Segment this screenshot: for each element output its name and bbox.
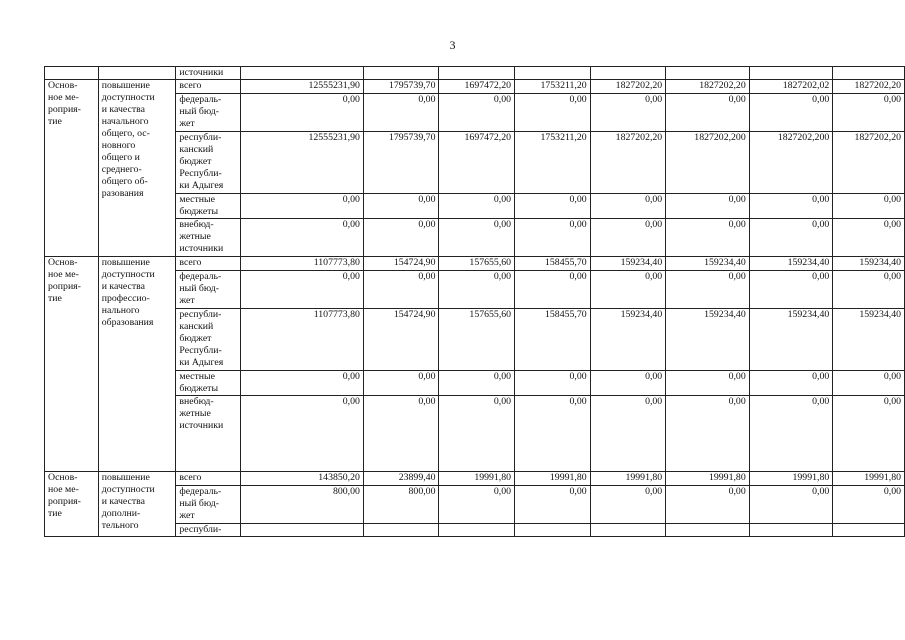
source-cell-line: всего [179,472,202,483]
source-cell-line: жет [179,118,195,129]
value-cell: 0,00 [666,94,750,132]
empty-cell [515,67,591,80]
value-cell: 159234,40 [749,309,833,371]
purpose-cell [98,257,176,472]
value-cell: 1827202,02 [749,80,833,94]
measure-cell-line: Основ- [48,80,78,91]
value-cell: 0,00 [241,194,364,219]
source-cell-line: канский [179,321,214,332]
value-cell: 158455,70 [515,257,591,271]
value-cell: 0,00 [515,371,591,396]
measure-cell-line: тие [48,508,62,519]
measure-cell-line: Основ- [48,472,78,483]
value-cell: 0,00 [363,194,439,219]
measure-cell-line: роприя- [48,496,81,507]
value-cell: 23899,40 [363,472,439,486]
value-cell: 0,00 [590,271,666,309]
source-cell-line: всего [179,80,202,91]
source-cell [176,94,241,132]
value-cell: 0,00 [363,396,439,472]
value-cell: 0,00 [439,194,515,219]
measure-cell-line: роприя- [48,104,81,115]
purpose-cell-line: общего и [101,152,140,163]
value-cell: 0,00 [590,396,666,472]
value-cell [515,524,591,537]
value-cell: 0,00 [439,94,515,132]
purpose-cell-line: начального [101,116,149,127]
value-cell: 0,00 [833,271,905,309]
value-cell: 0,00 [590,486,666,524]
empty-cell [241,67,364,80]
value-cell: 0,00 [666,219,750,257]
value-cell: 19991,80 [749,472,833,486]
value-cell: 0,00 [666,486,750,524]
source-cell [176,271,241,309]
value-cell: 1107773,80 [241,257,364,271]
purpose-cell-line: образования [101,317,154,328]
value-cell: 19991,80 [833,472,905,486]
table-row [45,67,905,80]
value-cell [241,524,364,537]
source-cell-line: ки Адыгея [179,180,224,191]
value-cell: 0,00 [241,219,364,257]
value-cell: 0,00 [241,271,364,309]
purpose-cell-line: профессио- [101,293,150,304]
value-cell: 0,00 [363,271,439,309]
source-cell-line: внебюд- [179,396,214,407]
source-cell-line: бюджеты [179,206,219,217]
value-cell: 0,00 [833,94,905,132]
source-cell [176,396,241,472]
purpose-cell-line: общего об- [101,176,148,187]
value-cell: 0,00 [666,271,750,309]
value-cell: 0,00 [241,371,364,396]
value-cell: 0,00 [749,271,833,309]
value-cell: 157655,60 [439,257,515,271]
source-cell-line: жетные [179,231,211,242]
value-cell: 0,00 [590,194,666,219]
value-cell: 0,00 [439,396,515,472]
empty-cell [45,67,99,80]
value-cell: 0,00 [833,486,905,524]
value-cell: 1795739,70 [363,132,439,194]
source-cell [176,486,241,524]
purpose-cell [98,80,176,257]
table-row [45,472,905,486]
value-cell: 0,00 [515,194,591,219]
purpose-cell-line: разования [101,188,144,199]
value-cell: 157655,60 [439,309,515,371]
value-cell: 0,00 [749,219,833,257]
value-cell: 159234,40 [666,257,750,271]
measure-cell [45,472,99,537]
value-cell: 1827202,200 [666,132,750,194]
value-cell: 19991,80 [515,472,591,486]
measure-cell [45,80,99,257]
purpose-cell-line: доступности [101,484,155,495]
purpose-cell-line: дополни- [101,508,141,519]
value-cell: 159234,40 [833,309,905,371]
value-cell: 800,00 [241,486,364,524]
value-cell: 0,00 [439,371,515,396]
value-cell: 1827202,20 [590,132,666,194]
source-cell [176,371,241,396]
value-cell: 158455,70 [515,309,591,371]
source-cell-line: Республи- [179,168,222,179]
value-cell: 0,00 [439,486,515,524]
purpose-cell-line: новного [101,140,136,151]
purpose-cell-line: тельного [101,520,139,531]
value-cell: 154724,90 [363,309,439,371]
value-cell: 0,00 [439,271,515,309]
value-cell: 1827202,20 [833,80,905,94]
source-cell [176,524,241,537]
source-cell-line: республи- [179,309,222,320]
purpose-cell [98,472,176,537]
value-cell: 0,00 [590,219,666,257]
purpose-cell-line: повышение [101,472,150,483]
value-cell: 19991,80 [666,472,750,486]
value-cell: 0,00 [833,194,905,219]
purpose-cell-line: доступности [101,92,155,103]
empty-cell [439,67,515,80]
value-cell: 0,00 [590,94,666,132]
page-number: 3 [449,38,456,52]
empty-cell [590,67,666,80]
value-cell: 0,00 [666,194,750,219]
measure-cell-line: ное ме- [48,92,79,103]
value-cell: 19991,80 [439,472,515,486]
value-cell: 1107773,80 [241,309,364,371]
value-cell: 159234,40 [749,257,833,271]
value-cell: 159234,40 [833,257,905,271]
source-cell-line: бюджеты [179,383,219,394]
budget-table [44,66,905,537]
value-cell: 0,00 [749,194,833,219]
value-cell: 1697472,20 [439,80,515,94]
source-cell-line: внебюд- [179,219,214,230]
value-cell: 0,00 [515,486,591,524]
value-cell: 0,00 [515,271,591,309]
source-cell [176,257,241,271]
value-cell: 0,00 [666,371,750,396]
empty-cell [833,67,905,80]
source-cell-line: всего [179,257,202,268]
value-cell: 0,00 [833,396,905,472]
measure-cell [45,257,99,472]
value-cell: 800,00 [363,486,439,524]
value-cell: 159234,40 [666,309,750,371]
source-cell-line: ный бюд- [179,283,219,294]
value-cell: 143850,20 [241,472,364,486]
value-cell: 1827202,20 [666,80,750,94]
purpose-cell-line: общего, ос- [101,128,150,139]
source-cell [176,194,241,219]
measure-cell-line: роприя- [48,281,81,292]
source-cell-line: жет [179,295,195,306]
value-cell: 1827202,200 [749,132,833,194]
source-cell-line: республи- [179,132,222,143]
empty-cell [749,67,833,80]
source-cell-line: Республи- [179,345,222,356]
purpose-cell-line: повышение [101,257,150,268]
value-cell: 0,00 [749,486,833,524]
value-cell [666,524,750,537]
source-cell [176,472,241,486]
source-cell [176,80,241,94]
value-cell: 159234,40 [590,309,666,371]
value-cell [439,524,515,537]
source-cell-line: федераль- [179,94,222,105]
value-cell: 0,00 [515,396,591,472]
source-cell-line: местные [179,194,215,205]
source-cell-line: бюджет [179,156,212,167]
measure-cell-line: тие [48,116,62,127]
source-cell-line: местные [179,371,215,382]
value-cell: 0,00 [749,396,833,472]
value-cell: 0,00 [749,94,833,132]
value-cell: 0,00 [363,94,439,132]
purpose-cell-line: и качества [101,496,145,507]
empty-cell [363,67,439,80]
table-row [45,80,905,94]
source-cell-line: федераль- [179,271,222,282]
value-cell: 19991,80 [590,472,666,486]
value-cell: 0,00 [666,396,750,472]
source-cell-line: канский [179,144,214,155]
source-cell-line: бюджет [179,333,212,344]
value-cell: 1753211,20 [515,132,591,194]
source-cell-line: жет [179,510,195,521]
source-cell-line: федераль- [179,486,222,497]
table-row [45,257,905,271]
empty-cell [666,67,750,80]
value-cell: 0,00 [749,371,833,396]
value-cell: 0,00 [833,219,905,257]
purpose-cell-line: и качества [101,281,145,292]
value-cell: 1795739,70 [363,80,439,94]
value-cell: 159234,40 [590,257,666,271]
value-cell: 0,00 [833,371,905,396]
measure-cell-line: ное ме- [48,269,79,280]
value-cell: 1827202,20 [590,80,666,94]
source-cell: источники [176,67,241,80]
value-cell [749,524,833,537]
purpose-cell-line: нального [101,305,140,316]
empty-cell [98,67,176,80]
source-cell-line: жетные [179,408,211,419]
purpose-cell-line: доступности [101,269,155,280]
measure-cell-line: тие [48,293,62,304]
source-cell-line: ки Адыгея [179,357,224,368]
value-cell: 0,00 [363,219,439,257]
source-cell-line: республи- [179,524,222,535]
value-cell: 12555231,90 [241,80,364,94]
value-cell: 1697472,20 [439,132,515,194]
value-cell [590,524,666,537]
value-cell: 12555231,90 [241,132,364,194]
value-cell: 0,00 [363,371,439,396]
value-cell: 0,00 [241,396,364,472]
value-cell: 0,00 [515,219,591,257]
source-cell-line: ный бюд- [179,498,219,509]
value-cell: 1753211,20 [515,80,591,94]
source-cell [176,219,241,257]
value-cell: 0,00 [515,94,591,132]
value-cell [833,524,905,537]
value-cell: 154724,90 [363,257,439,271]
source-cell-line: ный бюд- [179,106,219,117]
value-cell: 0,00 [439,219,515,257]
measure-cell-line: Основ- [48,257,78,268]
purpose-cell-line: среднего- [101,164,142,175]
value-cell: 1827202,20 [833,132,905,194]
source-cell [176,309,241,371]
source-cell-line: источники [179,420,224,431]
value-cell: 0,00 [590,371,666,396]
purpose-cell-line: и качества [101,104,145,115]
source-cell-line: источники [179,243,224,254]
value-cell [363,524,439,537]
value-cell: 0,00 [241,94,364,132]
measure-cell-line: ное ме- [48,484,79,495]
source-cell [176,132,241,194]
purpose-cell-line: повышение [101,80,150,91]
